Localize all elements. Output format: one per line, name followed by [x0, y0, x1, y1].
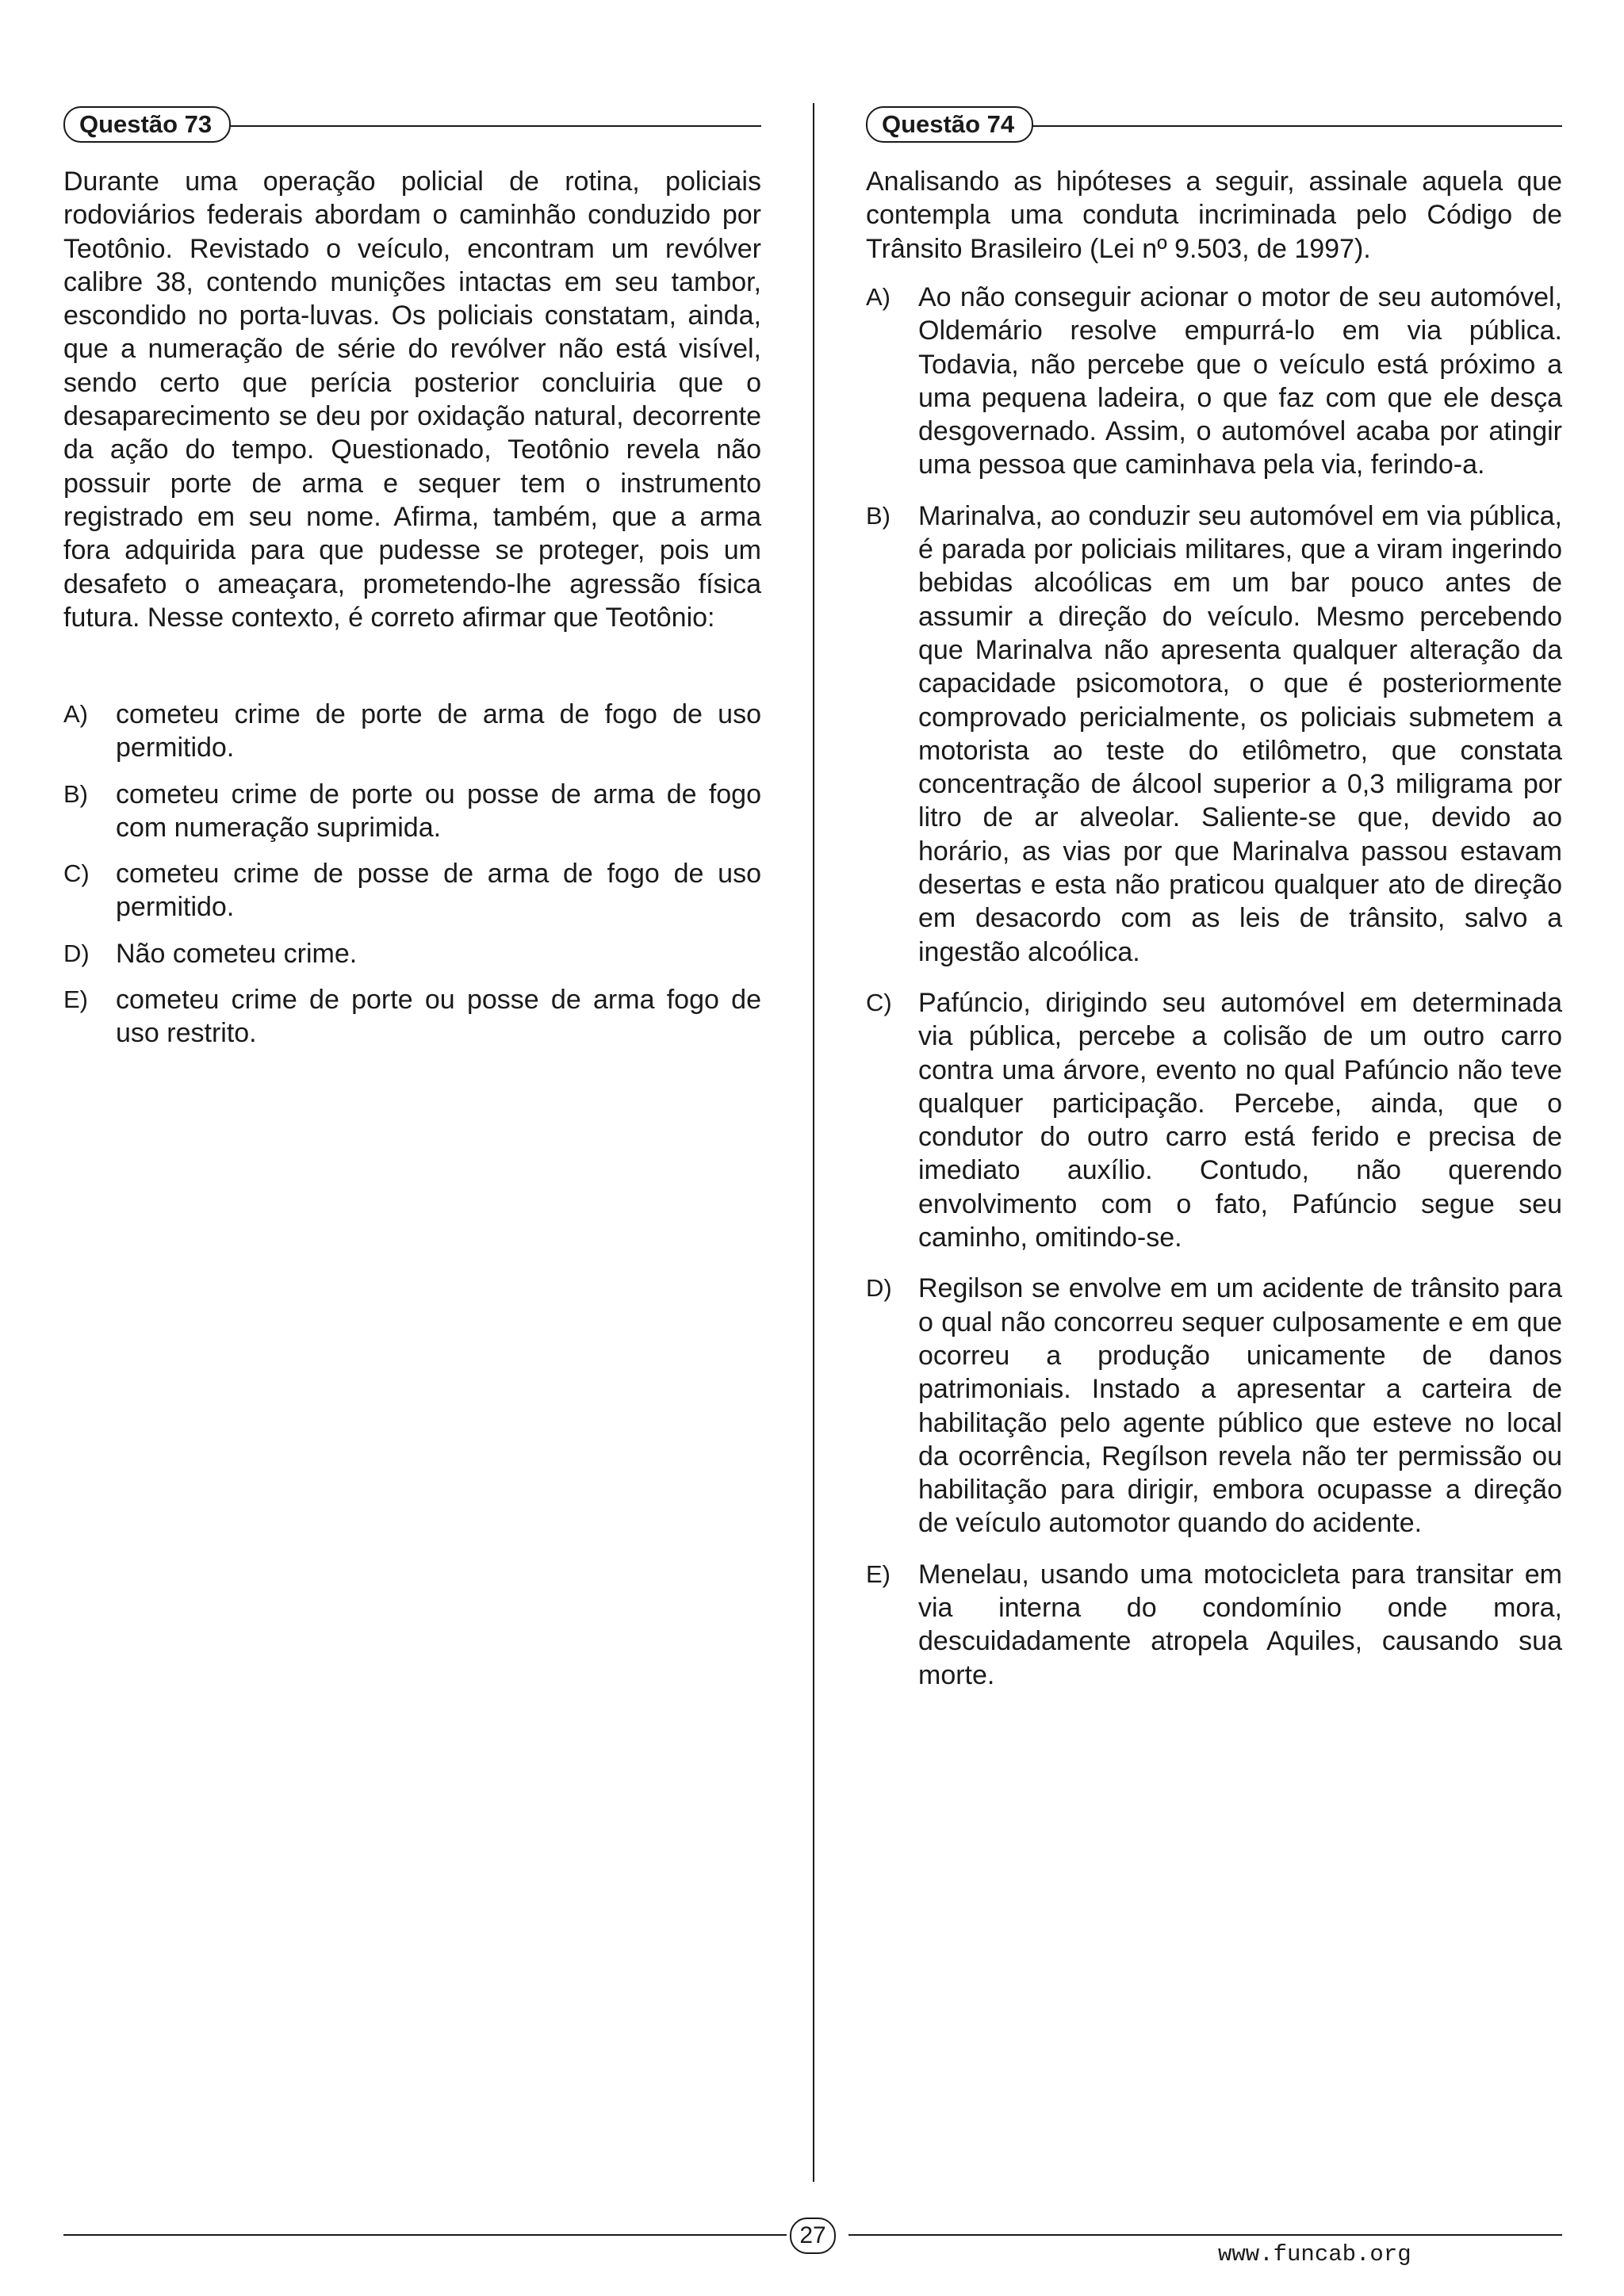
option-text: Regilson se envolve em um acidente de trânsito para o qual não concorreu sequer culposamente e em que ocorreu a produção unicamente de danos patrimoniais. Instado a apresentar a carteira de habilitação pelo agente público que esteve no local da ocorrência, Regílson revela não ter permissão ou habilitação para dirigir, embora ocupasse a direção de veículo automotor quando do acidente.	[918, 1273, 1562, 1539]
option-letter: A)	[866, 283, 891, 311]
q74-option-a[interactable]	[866, 281, 1562, 482]
option-letter: A)	[63, 700, 88, 728]
q73-option-b[interactable]	[63, 778, 761, 845]
question-73-title: Questão 73	[63, 106, 231, 143]
question-73-header	[63, 106, 761, 141]
q73-option-c[interactable]	[63, 857, 761, 924]
option-text: cometeu crime de posse de arma de fogo de uso permitido.	[116, 859, 761, 923]
option-letter: C)	[63, 859, 90, 888]
option-text: cometeu crime de porte de arma de fogo de uso permitido.	[116, 699, 761, 763]
q73-option-a[interactable]	[63, 698, 761, 765]
question-73	[63, 0, 761, 2296]
column-divider	[813, 103, 814, 2182]
option-text: Menelau, usando uma motocicleta para transitar em via interna do condomínio onde mora, descuidadamente atropela Aquiles, causando sua morte.	[918, 1559, 1562, 1690]
footer-rule	[848, 2234, 1562, 2236]
option-letter: D)	[63, 939, 90, 967]
option-letter: B)	[866, 501, 891, 530]
option-letter: C)	[866, 988, 892, 1016]
option-letter: E)	[63, 985, 88, 1014]
option-text: cometeu crime de porte ou posse de arma fogo de uso restrito.	[116, 985, 761, 1049]
question-74-header	[866, 106, 1562, 141]
option-text: Não cometeu crime.	[116, 938, 358, 969]
question-74-options	[866, 281, 1562, 1709]
website-url: www.funcab.org	[1218, 2241, 1411, 2267]
q73-option-e[interactable]	[63, 983, 761, 1050]
option-letter: D)	[866, 1274, 892, 1303]
question-73-stem: Durante uma operação policial de rotina, policiais rodoviários federais abordam o caminhão conduzido por Teotônio. Revistado o veículo, encontram um revólver calibre 38, contendo munições intactas em seu tambor, escondido no porta-luvas. Os policiais constatam, ainda, que a numeração de série do revólver não está visível, sendo certo que perícia posterior concluiria que o desaparecimento se deu por oxidação natural, decorrente da ação do tempo. Questionado, Teotônio revela não possuir porte de arma e sequer tem o instrumento registrado em seu nome. Afirma, também, que a arma fora adquirida para que pudesse se proteger, pois um desafeto o ameaçara, prometendo-lhe agressão física futura. Nesse contexto, é correto afirmar que Teotônio:	[63, 166, 761, 633]
q74-option-c[interactable]	[866, 986, 1562, 1254]
question-73-options	[63, 698, 761, 1063]
option-letter: E)	[866, 1559, 891, 1588]
page-number: 27	[790, 2218, 836, 2254]
option-text: Marinalva, ao conduzir seu automóvel em via pública, é parada por policiais militares, que a viram ingerindo bebidas alcoólicas em um bar pouco antes de assumir a direção do veículo. Mesmo percebendo que Marinalva não apresenta qualquer alteração da capacidade psicomotora, o que é posteriormente comprovado pericialmente, os policiais submetem a motorista ao teste do etilômetro, que constata concentração de álcool superior a 0,3 miligrama por litro de ar alveolar. Saliente-se que, devido ao horário, as vias por que Marinalva passou estavam desertas e esta não praticou qualquer ato de direção em desacordo com as leis de trânsito, salvo a ingestão alcoólica.	[918, 500, 1562, 967]
question-74-title: Questão 74	[866, 106, 1033, 143]
footer-rule	[63, 2234, 787, 2236]
q74-option-e[interactable]	[866, 1558, 1562, 1692]
q74-option-b[interactable]	[866, 499, 1562, 969]
option-text: cometeu crime de porte ou posse de arma de fogo com numeração suprimida.	[116, 779, 761, 843]
option-text: Pafúncio, dirigindo seu automóvel em determinada via pública, percebe a colisão de um outro carro contra uma árvore, evento no qual Pafúncio não teve qualquer participação. Percebe, ainda, que o condutor do outro carro está ferido e precisa de imediato auxílio. Contudo, não querendo envolvimento com o fato, Pafúncio segue seu caminho, omitindo-se.	[918, 987, 1562, 1253]
q74-option-d[interactable]	[866, 1272, 1562, 1540]
q73-option-d[interactable]	[63, 937, 761, 970]
question-74	[866, 0, 1562, 2296]
option-text: Ao não conseguir acionar o motor de seu automóvel, Oldemário resolve empurrá-lo em via pública. Todavia, não percebe que o veículo está próximo a uma pequena ladeira, o que faz com que ele desça desgovernado. Assim, o automóvel acaba por atingir uma pessoa que caminhava pela via, ferindo-a.	[918, 282, 1562, 480]
option-letter: B)	[63, 779, 88, 808]
question-74-stem: Analisando as hipóteses a seguir, assinale aquela que contempla uma conduta incriminada pelo Código de Trânsito Brasileiro (Lei nº 9.503, de 1997).	[866, 166, 1562, 264]
